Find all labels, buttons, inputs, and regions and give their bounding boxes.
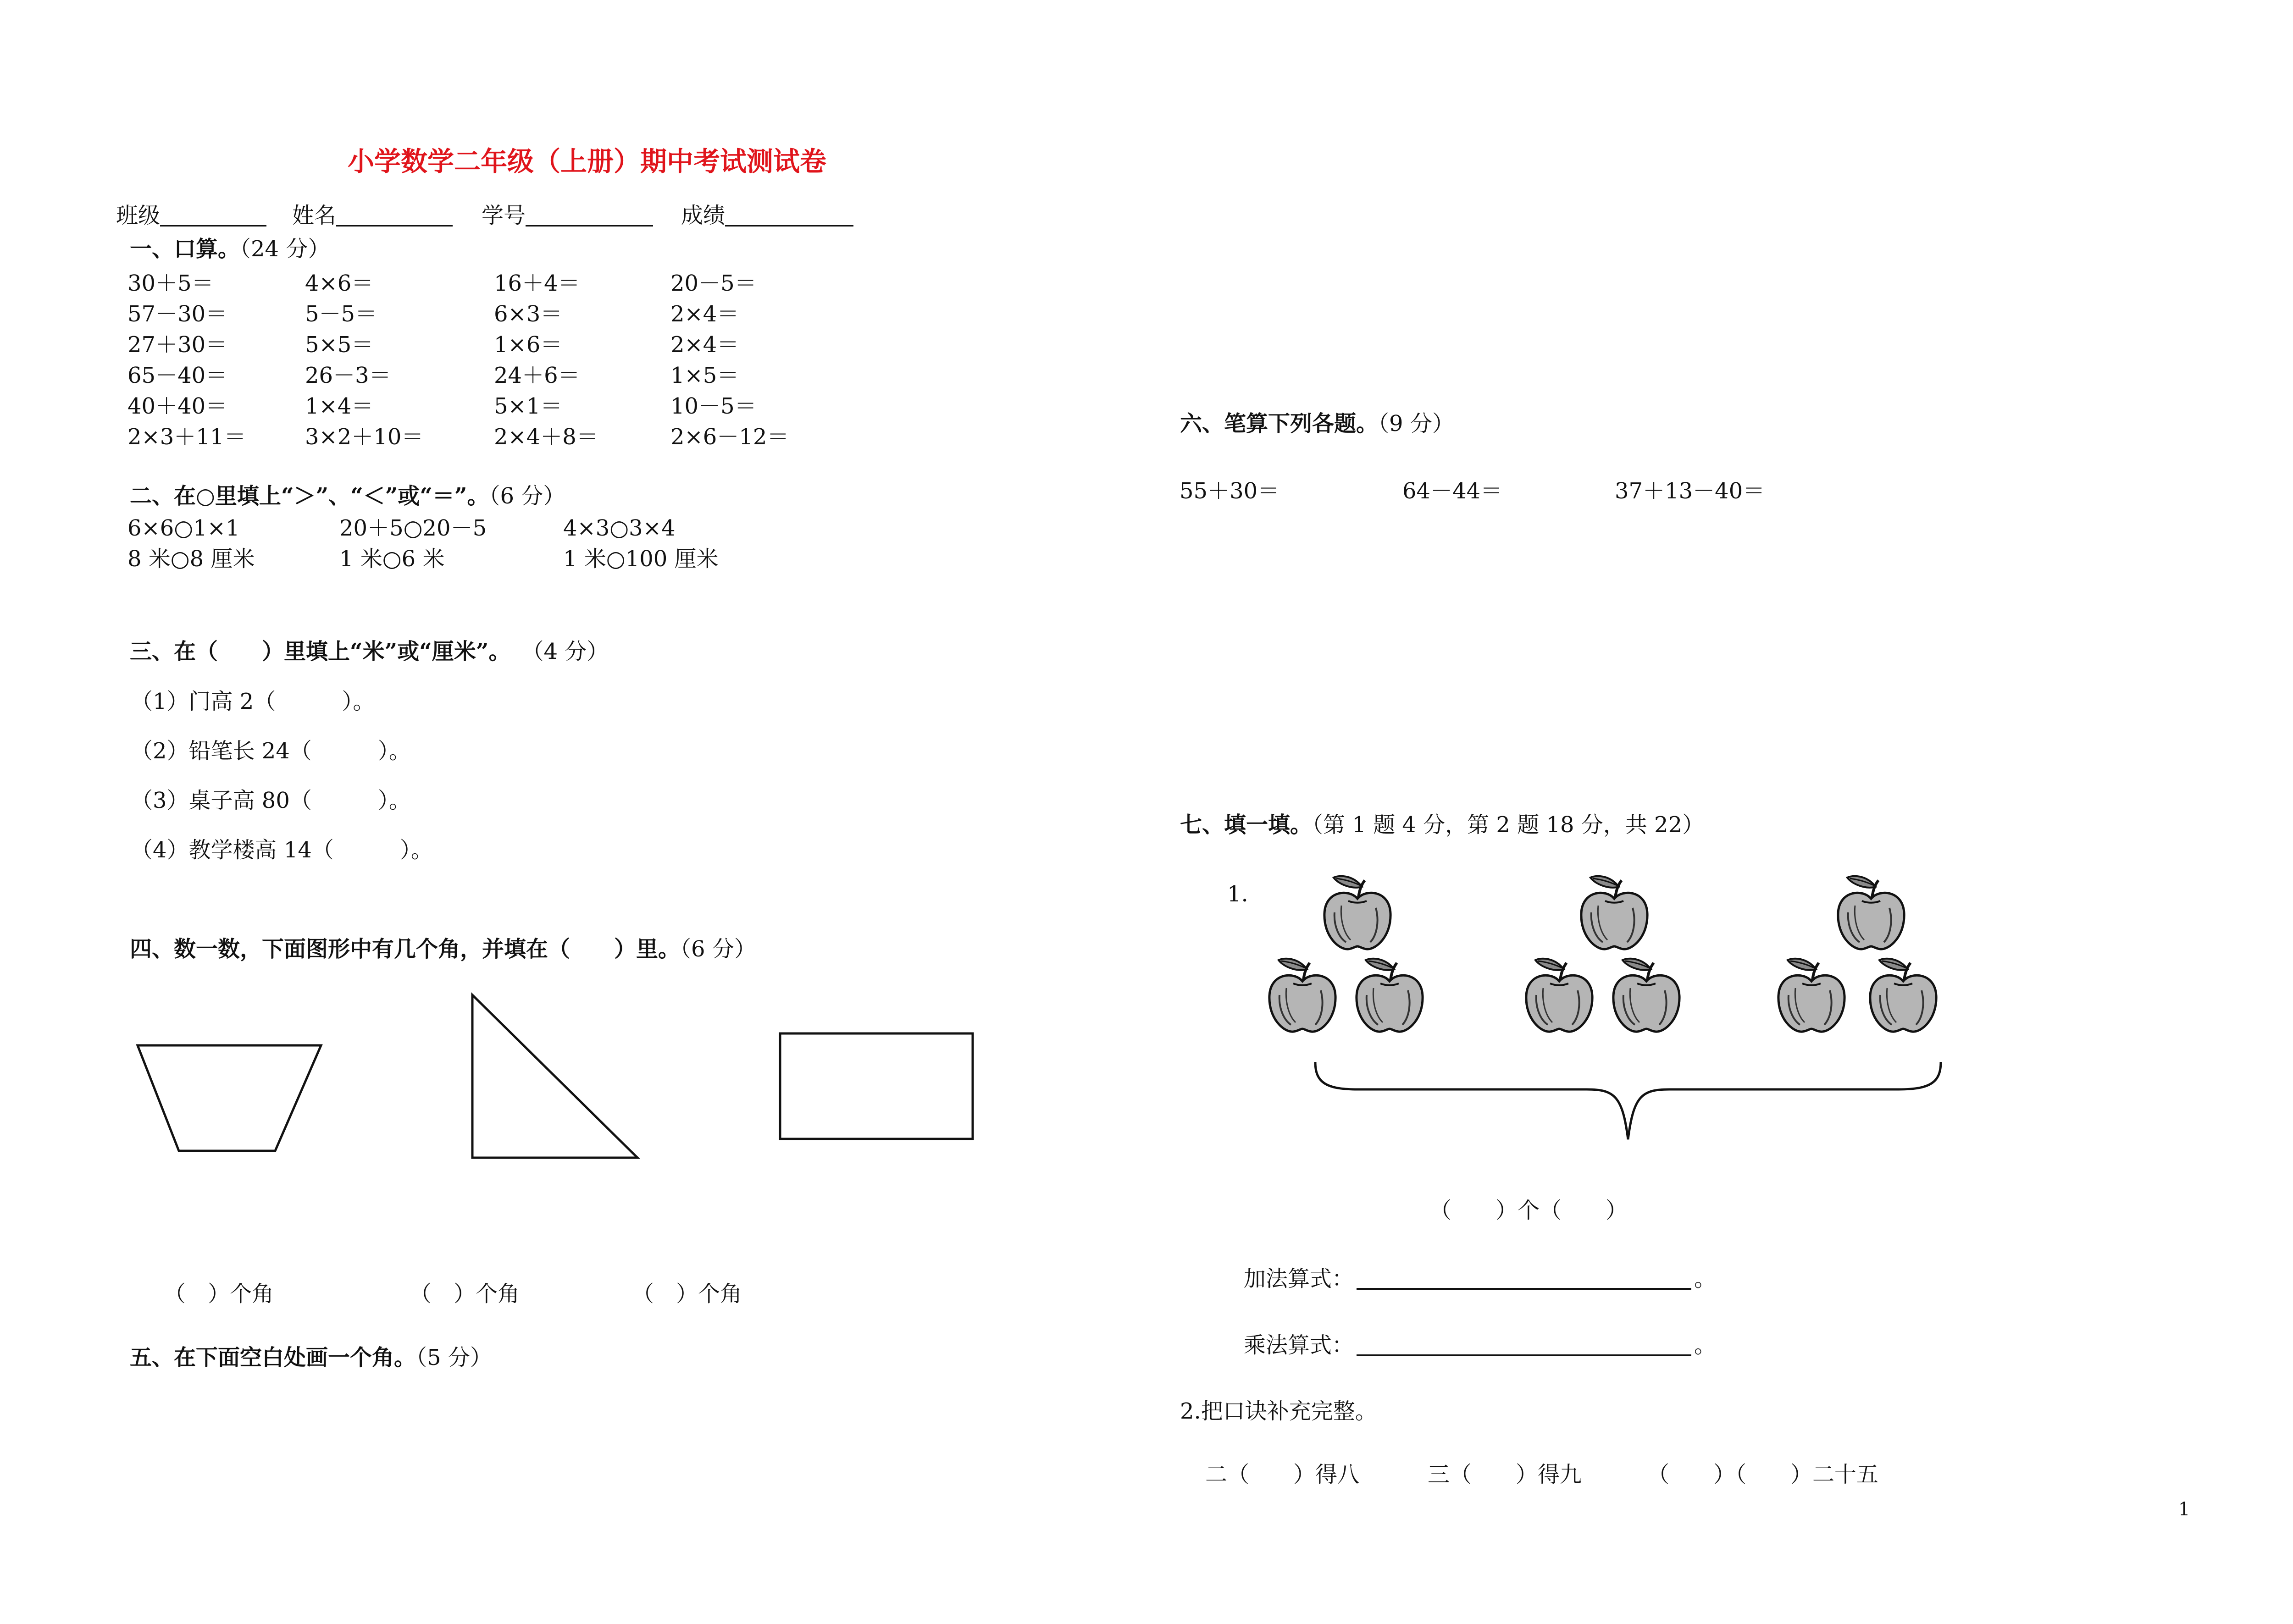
angle-answer[interactable]: （ ）个角	[632, 1281, 742, 1307]
section1-title: 一、口算。	[130, 236, 240, 262]
multiplication-blank[interactable]	[1357, 1335, 1691, 1356]
name-blank[interactable]	[336, 206, 453, 226]
drawing-area[interactable]	[130, 1385, 1001, 1586]
calc-item: 16＋4＝	[494, 271, 580, 296]
calc-item: 2×4＋8＝	[494, 424, 598, 450]
section2-score: （6 分）	[489, 483, 565, 509]
calc-item: 65－40＝	[127, 363, 228, 388]
calc-item: 1×4＝	[305, 393, 374, 419]
compare-item: 20＋5○20－5	[339, 515, 487, 541]
class-label: 班级	[116, 203, 161, 228]
calc-item: 5×5＝	[305, 332, 374, 358]
trapezoid-shape	[133, 1041, 326, 1160]
section3-score: （4 分）	[521, 639, 609, 664]
written-calc-item: 55＋30＝	[1180, 478, 1280, 504]
section6-heading	[1180, 413, 1454, 435]
calc-item: 2×4＝	[670, 301, 739, 327]
section5-score: （5 分）	[416, 1345, 492, 1370]
unit-item: （3）桌子高 80（ ）。	[131, 788, 411, 813]
section3-heading	[130, 641, 609, 663]
score-field	[681, 204, 853, 226]
section6-title: 六、笔算下列各题。	[1180, 411, 1379, 436]
section6-score: （9 分）	[1378, 411, 1454, 436]
apple-icon	[1778, 959, 1844, 1032]
calc-item: 2×3＋11＝	[127, 424, 246, 450]
apple-icon	[1581, 876, 1647, 949]
rhyme-item[interactable]: 三（ ）得九	[1428, 1462, 1582, 1487]
addition-label: 加法算式：	[1244, 1266, 1354, 1292]
class-field	[116, 204, 266, 226]
calc-item: 6×3＝	[494, 301, 563, 327]
section5-title: 五、在下面空白处画一个角。	[130, 1345, 416, 1370]
page-title: 小学数学二年级（上册）期中考试测试卷	[348, 146, 827, 177]
section4-heading	[130, 938, 756, 960]
calc-item: 30＋5＝	[127, 271, 214, 296]
rhyme-item[interactable]: （ ）（ ）二十五	[1647, 1462, 1879, 1487]
apple-groups-illustration	[1238, 862, 1981, 1055]
section7-heading	[1180, 814, 1704, 836]
unit-item: （4）教学楼高 14（ ）。	[131, 837, 433, 863]
section5-heading	[130, 1347, 492, 1369]
name-field	[292, 204, 453, 226]
name-label: 姓名	[292, 203, 337, 228]
calc-item: 10－5＝	[670, 393, 757, 419]
calc-item: 3×2＋10＝	[305, 424, 424, 450]
angle-answer[interactable]: （ ）个角	[164, 1281, 274, 1307]
calc-item: 5×1＝	[494, 393, 563, 419]
section4-title: 四、数一数，下面图形中有几个角，并填在（ ）里。	[130, 936, 681, 962]
addition-end: 。	[1694, 1266, 1717, 1292]
compare-item: 1 米○6 米	[339, 546, 445, 572]
section1-heading	[130, 238, 330, 260]
multiplication-label: 乘法算式：	[1244, 1332, 1354, 1358]
written-calc-item: 64－44＝	[1402, 478, 1503, 504]
written-calc-item: 37＋13－40＝	[1615, 478, 1765, 504]
section4-score: （6 分）	[680, 936, 756, 962]
student-id-label: 学号	[482, 203, 526, 228]
groups-blank[interactable]: （ ）个（ ）	[1429, 1198, 1628, 1223]
calc-item: 27＋30＝	[127, 332, 228, 358]
calc-item: 2×6－12＝	[670, 424, 789, 450]
score-label: 成绩	[681, 203, 726, 228]
compare-item: 8 米○8 厘米	[127, 546, 255, 572]
calc-item: 24＋6＝	[494, 363, 580, 388]
section7-title: 七、填一填。	[1180, 812, 1313, 838]
score-blank[interactable]	[725, 206, 853, 226]
rhyme-item[interactable]: 二（ ）得八	[1205, 1462, 1360, 1487]
unit-item: （1）门高 2（ ）。	[131, 689, 375, 714]
page-number: 1	[2178, 1499, 2190, 1520]
angle-answer[interactable]: （ ）个角	[410, 1281, 520, 1307]
section3-title: 三、在（ ）里填上“米”或“厘米”。	[130, 639, 511, 664]
apple-icon	[1269, 959, 1335, 1032]
multiplication-end: 。	[1694, 1332, 1717, 1358]
question1-number: 1.	[1227, 881, 1248, 907]
calc-item: 1×5＝	[670, 363, 739, 388]
section1-score: （24 分）	[240, 236, 330, 262]
student-id-field	[482, 204, 653, 226]
apple-icon	[1870, 959, 1936, 1032]
student-id-blank[interactable]	[526, 206, 653, 226]
apple-icon	[1838, 876, 1904, 949]
addition-blank[interactable]	[1357, 1269, 1691, 1290]
unit-item: （2）铅笔长 24（ ）。	[131, 738, 411, 764]
compare-item: 1 米○100 厘米	[563, 546, 719, 572]
calc-item: 26－3＝	[305, 363, 391, 388]
class-blank[interactable]	[160, 206, 266, 226]
rectangle-shape	[777, 1031, 979, 1145]
question2-label: 2.把口诀补充完整。	[1180, 1398, 1377, 1424]
section7-score: （第 1 题 4 分，第 2 题 18 分，共 22）	[1312, 812, 1705, 838]
apple-icon	[1526, 959, 1592, 1032]
calc-item: 1×6＝	[494, 332, 563, 358]
section2-heading	[130, 485, 565, 507]
apple-icon	[1357, 959, 1423, 1032]
apple-icon	[1613, 959, 1679, 1032]
calc-item: 5－5＝	[305, 301, 377, 327]
compare-item: 4×3○3×4	[563, 515, 676, 541]
triangle-shape	[468, 990, 642, 1165]
apple-icon	[1324, 876, 1390, 949]
section2-title: 二、在○里填上“＞”、“＜”或“＝”。	[130, 483, 489, 509]
calc-item: 4×6＝	[305, 271, 374, 296]
curly-brace	[1312, 1059, 1944, 1146]
calc-item: 2×4＝	[670, 332, 739, 358]
addition-row	[1244, 1268, 1716, 1290]
calc-item: 40＋40＝	[127, 393, 228, 419]
calc-item: 20－5＝	[670, 271, 757, 296]
multiplication-row	[1244, 1334, 1716, 1356]
compare-item: 6×6○1×1	[127, 515, 240, 541]
calc-item: 57－30＝	[127, 301, 228, 327]
